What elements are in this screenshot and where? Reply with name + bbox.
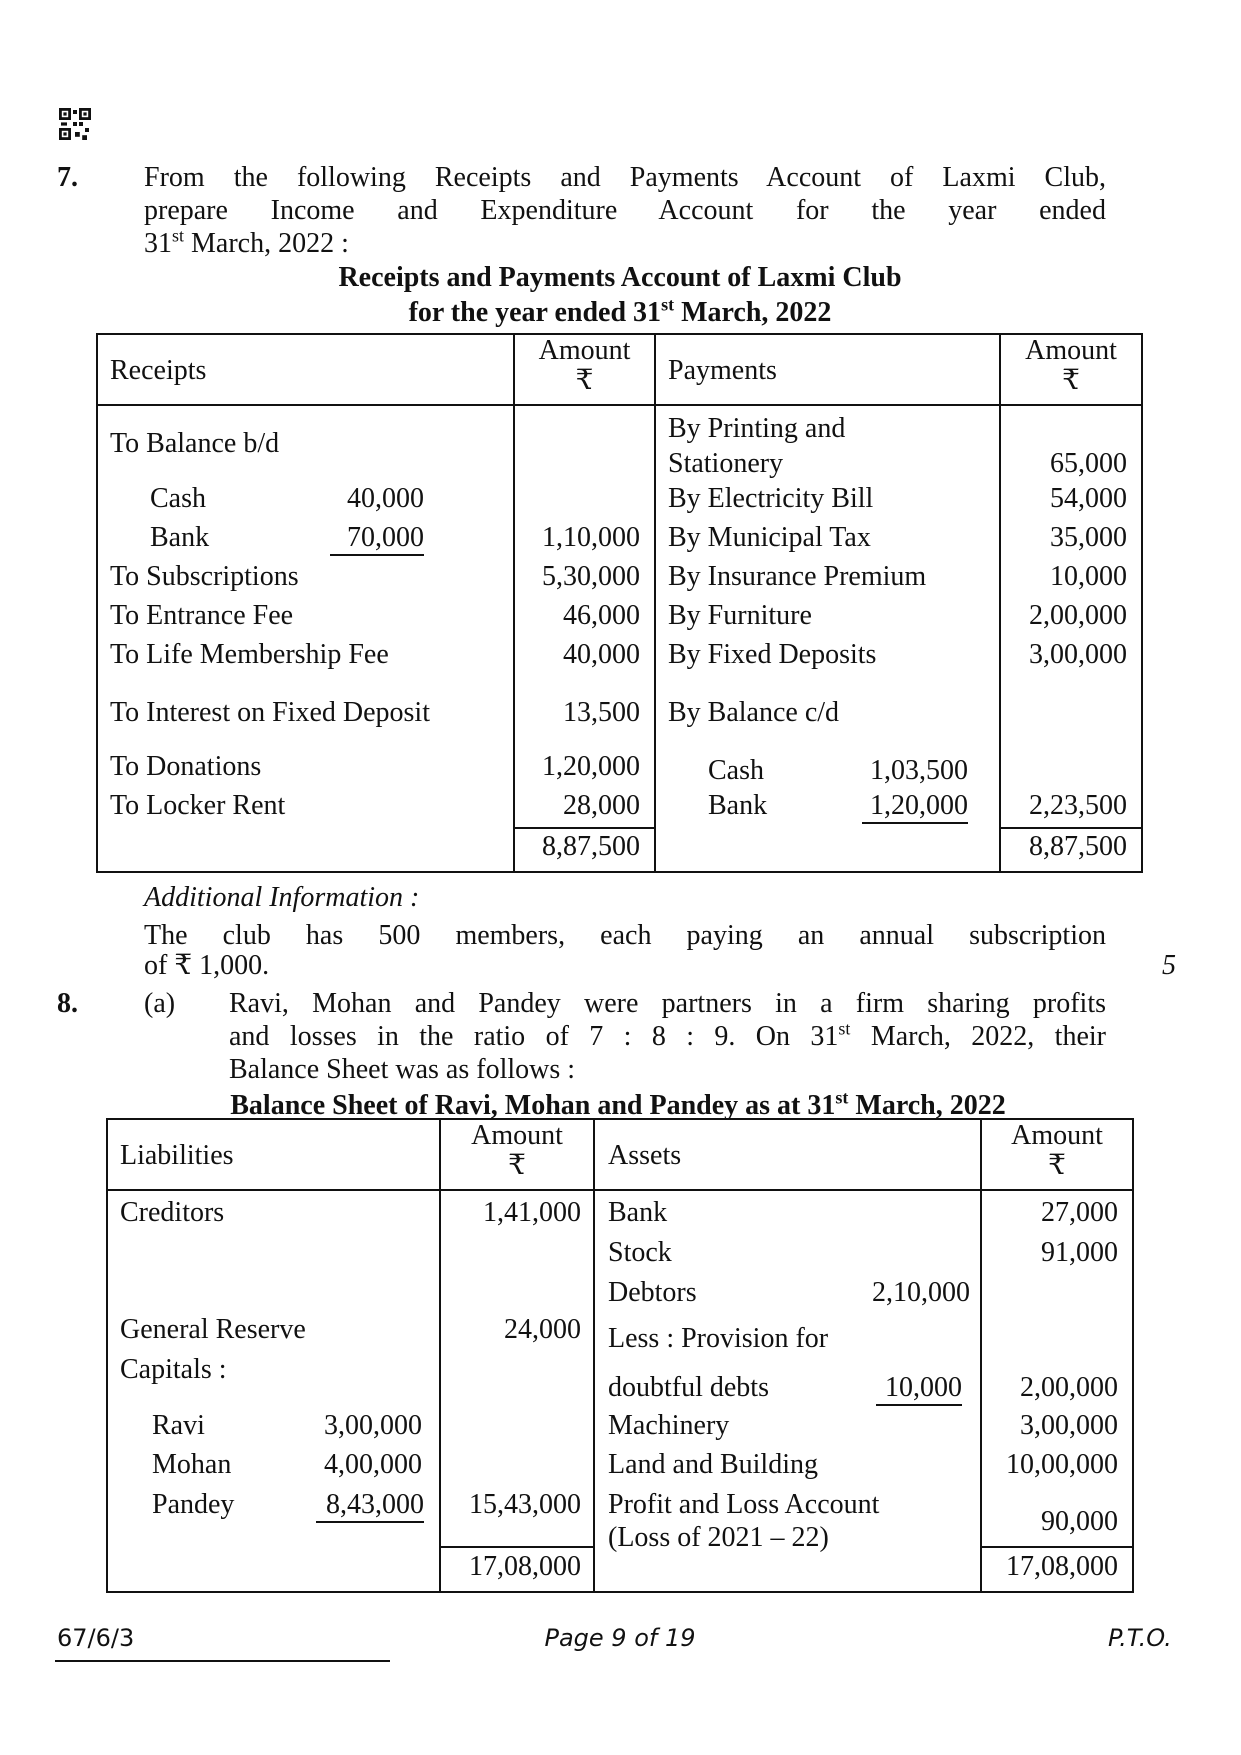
asset-sub-value: 2,10,000 (872, 1277, 970, 1308)
rupee-symbol: ₹ (1062, 365, 1080, 396)
payment-amount: 65,000 (1050, 448, 1127, 479)
partner-name: Mohan (152, 1449, 232, 1480)
receipt-amount: 1,20,000 (542, 751, 640, 782)
receipt-item: To Subscriptions (110, 561, 299, 592)
question-text-line: From the following Receipts and Payments Account of Laxmi Club, (144, 162, 1106, 193)
header-payments: Payments (668, 355, 777, 386)
table-title: Receipts and Payments Account of Laxmi Club (338, 262, 902, 293)
header-receipts: Receipts (110, 355, 207, 386)
payment-sub-value: 1,20,000 (862, 790, 968, 824)
asset-amount: 90,000 (1041, 1506, 1118, 1537)
receipt-amount: 46,000 (563, 600, 640, 631)
question-number: 8. (57, 988, 78, 1019)
asset-item: Less : Provision for (608, 1323, 829, 1354)
page-number: Page 9 of 19 (544, 1624, 696, 1652)
receipt-item: To Locker Rent (110, 790, 286, 821)
additional-info-heading: Additional Information : (144, 882, 420, 913)
partner-name: Pandey (152, 1489, 235, 1520)
asset-item: doubtful debts (608, 1372, 769, 1403)
partner-capital: 4,00,000 (324, 1449, 422, 1480)
receipt-sub-label: Cash (150, 483, 206, 514)
question-number: 7. (57, 162, 78, 193)
additional-info-text: of ₹ 1,000. (144, 950, 270, 981)
asset-item: Land and Building (608, 1449, 818, 1480)
payment-item: By Insurance Premium (668, 561, 927, 592)
partner-capital: 3,00,000 (324, 1410, 422, 1441)
receipt-sub-label: Bank (150, 522, 210, 553)
marks: 5 (1162, 950, 1176, 981)
liability-amount: 15,43,000 (469, 1489, 581, 1520)
receipts-total: 8,87,500 (542, 831, 640, 862)
header-amount: Amount (471, 1120, 563, 1151)
header-amount: Amount (1011, 1120, 1103, 1151)
question-text-line: 31st March, 2022 : (144, 225, 349, 259)
liability-item: General Reserve (120, 1314, 306, 1345)
asset-item: Profit and Loss Account (608, 1489, 880, 1520)
additional-info-text: The club has 500 members, each paying an annual subscription (144, 920, 1106, 951)
header-assets: Assets (608, 1140, 682, 1171)
paper-code: 67/6/3 (57, 1624, 135, 1652)
asset-amount: 10,00,000 (1006, 1449, 1118, 1480)
receipt-sub-value: 70,000 (330, 522, 424, 556)
payment-item: Stationery (668, 448, 784, 479)
receipt-item: To Balance b/d (110, 428, 280, 459)
payment-sub-value: 1,03,500 (870, 755, 968, 786)
header-amount: Amount (538, 335, 631, 366)
receipt-amount: 28,000 (563, 790, 640, 821)
asset-item: (Loss of 2021 – 22) (608, 1522, 829, 1553)
question-text-line: and losses in the ratio of 7 : 8 : 9. On 31st March, 2022, their (229, 1018, 1106, 1052)
receipts-payments-table (96, 333, 1143, 873)
table-title: Balance Sheet of Ravi, Mohan and Pandey as at 31st March, 2022 (230, 1087, 1006, 1121)
pto-label: P.T.O. (1108, 1624, 1172, 1652)
rupee-symbol: ₹ (508, 1150, 526, 1181)
payment-item: By Municipal Tax (668, 522, 871, 553)
footer-rule (55, 1660, 390, 1662)
payment-amount: 10,000 (1050, 561, 1127, 592)
payment-amount: 54,000 (1050, 483, 1127, 514)
payment-amount: 2,00,000 (1029, 600, 1127, 631)
asset-amount: 91,000 (1041, 1237, 1118, 1268)
receipt-sub-value: 40,000 (347, 483, 424, 514)
rupee-symbol: ₹ (575, 365, 594, 396)
payment-item: By Furniture (668, 600, 812, 631)
receipt-item: To Life Membership Fee (110, 639, 389, 670)
liability-item: Creditors (120, 1197, 225, 1228)
receipt-amount: 40,000 (563, 639, 640, 670)
asset-amount: 3,00,000 (1020, 1410, 1118, 1441)
question-text-line: Ravi, Mohan and Pandey were partners in a firm sharing profits (229, 988, 1106, 1019)
payment-sub-label: Cash (708, 755, 764, 786)
payments-total: 8,87,500 (1029, 831, 1127, 862)
question-part: (a) (144, 988, 176, 1019)
receipt-item: To Donations (110, 751, 262, 782)
question-text-line: Balance Sheet was as follows : (229, 1054, 576, 1085)
asset-item: Machinery (608, 1410, 730, 1441)
liability-item: Capitals : (120, 1354, 227, 1385)
asset-sub-value: 10,000 (876, 1372, 962, 1406)
receipt-amount: 13,500 (563, 697, 640, 728)
receipt-item: To Interest on Fixed Deposit (110, 697, 430, 728)
payment-sub-label: Bank (708, 790, 768, 821)
payment-amount: 2,23,500 (1029, 790, 1127, 821)
asset-amount: 27,000 (1041, 1197, 1118, 1228)
receipt-item: To Entrance Fee (110, 600, 294, 631)
payment-amount: 35,000 (1050, 522, 1127, 553)
asset-item: Debtors (608, 1277, 697, 1308)
payment-item: By Balance c/d (668, 697, 840, 728)
partner-name: Ravi (152, 1410, 205, 1441)
table-subtitle: for the year ended 31st March, 2022 (408, 294, 832, 328)
liabilities-total: 17,08,000 (469, 1551, 581, 1582)
payment-item: By Fixed Deposits (668, 639, 877, 670)
question-text-line: prepare Income and Expenditure Account for the year ended (144, 195, 1106, 226)
liability-amount: 1,41,000 (483, 1197, 581, 1228)
partner-capital: 8,43,000 (316, 1489, 424, 1523)
balance-sheet-table (106, 1118, 1134, 1593)
header-liabilities: Liabilities (120, 1140, 234, 1171)
payment-item: By Printing and (668, 413, 846, 444)
receipt-amount: 1,10,000 (542, 522, 640, 553)
liability-amount: 24,000 (504, 1314, 581, 1345)
asset-item: Bank (608, 1197, 668, 1228)
payment-amount: 3,00,000 (1029, 639, 1127, 670)
header-amount: Amount (1025, 335, 1117, 366)
qr-code-icon (59, 108, 91, 140)
asset-amount: 2,00,000 (1020, 1372, 1118, 1403)
payment-item: By Electricity Bill (668, 483, 874, 514)
receipt-amount: 5,30,000 (542, 561, 640, 592)
rupee-symbol: ₹ (1048, 1150, 1066, 1181)
assets-total: 17,08,000 (1006, 1551, 1118, 1582)
asset-item: Stock (608, 1237, 672, 1268)
